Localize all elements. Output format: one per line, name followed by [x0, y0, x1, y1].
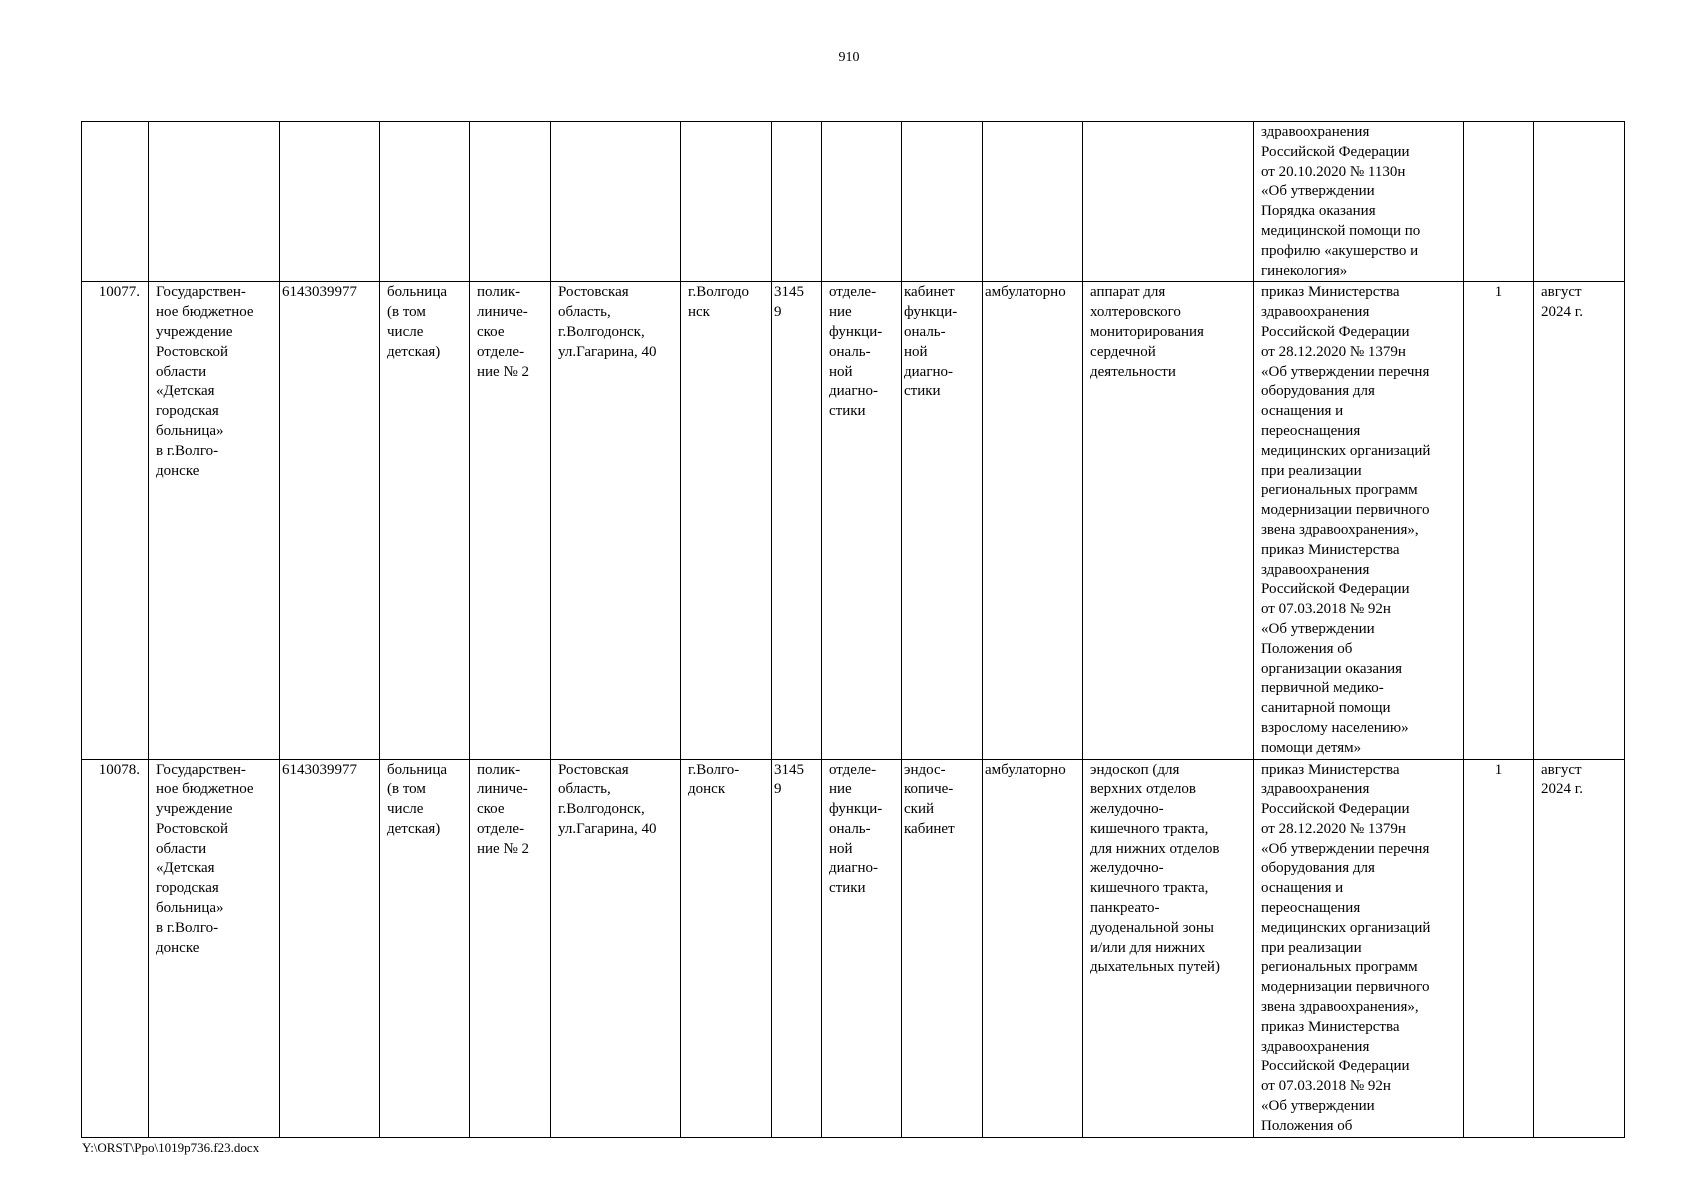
address-cell — [551, 122, 681, 282]
file-path-footer: Y:\ORST\Ppo\1019p736.f23.docx — [82, 1140, 260, 1155]
institution-cell: Государствен- ное бюджетное учреждение Ростовской области «Детская городская больница» в г.Волго- донске — [149, 282, 280, 759]
city-cell: г.Волго- донск — [681, 759, 772, 1137]
department-cell: отделе- ние функци- ональ- ной диагно- стики — [822, 282, 902, 759]
unit-cell — [470, 122, 551, 282]
equipment-cell — [1083, 122, 1254, 282]
care-form-cell: амбулаторно — [983, 282, 1083, 759]
quantity-cell: 1 — [1464, 759, 1534, 1137]
equipment-table — [81, 121, 1625, 1138]
facility-type-cell: больница (в том числе детская) — [380, 759, 470, 1137]
inn-cell: 6143039977 — [280, 759, 380, 1137]
inn-cell — [280, 122, 380, 282]
address-cell: Ростовская область, г.Волгодонск, ул.Гагарина, 40 — [551, 759, 681, 1137]
code-cell: 3145 9 — [772, 759, 822, 1137]
date-cell: август 2024 г. — [1534, 759, 1625, 1137]
table-row — [82, 282, 1625, 759]
institution-cell: Государствен- ное бюджетное учреждение Ростовской области «Детская городская больница» в г.Волго- донске — [149, 759, 280, 1137]
equipment-cell: эндоскоп (для верхних отделов желудочно- кишечного тракта, для нижних отделов желудочно- кишечного тракта, панкреато- дуоденальной зоны и/или для нижних дыхательных путей) — [1083, 759, 1254, 1137]
row-number-cell — [82, 122, 149, 282]
quantity-cell — [1464, 122, 1534, 282]
equipment-cell: аппарат для холтеровского мониторирования сердечной деятельности — [1083, 282, 1254, 759]
page-number: 910 — [838, 50, 860, 65]
care-form-cell: амбулаторно — [983, 759, 1083, 1137]
room-cell: эндос- копиче- ский кабинет — [902, 759, 983, 1137]
date-cell — [1534, 122, 1625, 282]
date-cell: август 2024 г. — [1534, 282, 1625, 759]
code-cell — [772, 122, 822, 282]
department-cell — [822, 122, 902, 282]
city-cell: г.Волгодо нск — [681, 282, 772, 759]
institution-cell — [149, 122, 280, 282]
unit-cell: полик- линиче- ское отделе- ние № 2 — [470, 759, 551, 1137]
legal-basis-cell: здравоохранения Российской Федерации от 20.10.2020 № 1130н «Об утверждении Порядка оказания медицинской помощи по профилю «акушерство и гинекология» — [1254, 122, 1464, 282]
quantity-cell: 1 — [1464, 282, 1534, 759]
legal-basis-cell: приказ Министерства здравоохранения Российской Федерации от 28.12.2020 № 1379н «Об утверждении перечня оборудования для оснащения и переоснащения медицинских организаций при реализации региональных программ модернизации первичного звена здравоохранения», приказ Министерства здравоохранения Российской Федерации от 07.03.2018 № 92н «Об утверждении Положения об организации оказания первичной медико- санитарной помощи взрослому населению» помощи детям» — [1254, 282, 1464, 759]
inn-cell: 6143039977 — [280, 282, 380, 759]
room-cell — [902, 122, 983, 282]
code-cell: 3145 9 — [772, 282, 822, 759]
city-cell — [681, 122, 772, 282]
department-cell: отделе- ние функци- ональ- ной диагно- стики — [822, 759, 902, 1137]
table-row — [82, 759, 1625, 1137]
address-cell: Ростовская область, г.Волгодонск, ул.Гагарина, 40 — [551, 282, 681, 759]
care-form-cell — [983, 122, 1083, 282]
row-number-cell: 10077. — [82, 282, 149, 759]
facility-type-cell: больница (в том числе детская) — [380, 282, 470, 759]
legal-basis-cell: приказ Министерства здравоохранения Российской Федерации от 28.12.2020 № 1379н «Об утверждении перечня оборудования для оснащения и переоснащения медицинских организаций при реализации региональных программ модернизации первичного звена здравоохранения», приказ Министерства здравоохранения Российской Федерации от 07.03.2018 № 92н «Об утверждении Положения об — [1254, 759, 1464, 1137]
row-number-cell: 10078. — [82, 759, 149, 1137]
table-row — [82, 122, 1625, 282]
facility-type-cell — [380, 122, 470, 282]
unit-cell: полик- линиче- ское отделе- ние № 2 — [470, 282, 551, 759]
room-cell: кабинет функци- ональ- ной диагно- стики — [902, 282, 983, 759]
